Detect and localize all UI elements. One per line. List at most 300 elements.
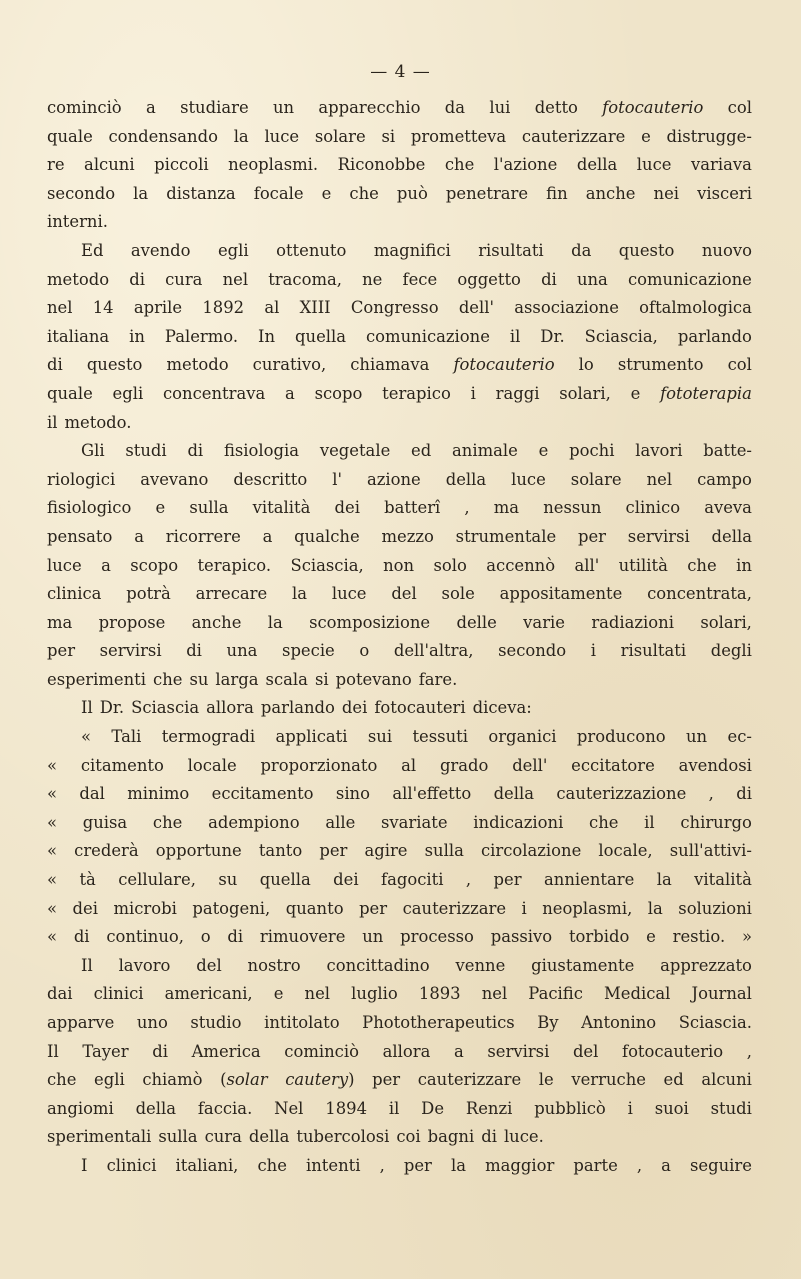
word: lavori: [635, 441, 683, 461]
text-line: [47, 956, 752, 985]
word: della: [576, 155, 618, 175]
text-line: [47, 556, 752, 585]
word: passivo: [490, 927, 553, 947]
word: diceva:: [472, 698, 532, 718]
text-line: [47, 355, 752, 384]
word: accennò: [486, 555, 556, 575]
word: «: [81, 727, 92, 747]
word: producono: [576, 727, 666, 747]
word: varie: [523, 612, 565, 632]
word: egli: [94, 1070, 125, 1090]
word: chiamava: [350, 355, 430, 375]
word: questo: [618, 240, 675, 260]
word: l'azione: [493, 155, 558, 175]
word: nel: [47, 298, 73, 318]
word: clinici: [106, 1155, 157, 1175]
word: allora: [206, 698, 254, 718]
word: l': [332, 469, 342, 489]
word: o: [200, 927, 211, 947]
word: luglio: [351, 984, 398, 1004]
word: Palermo.: [164, 326, 239, 346]
word: col: [727, 355, 752, 375]
word: il: [388, 1098, 400, 1118]
word: solari,: [559, 383, 611, 403]
word: da: [444, 98, 466, 117]
word: parlando: [677, 326, 752, 346]
word: studiare: [180, 98, 249, 117]
word: pubblicò: [534, 1098, 606, 1118]
word: XIII: [299, 298, 331, 318]
word: locale,: [598, 841, 653, 861]
word: ,: [465, 870, 472, 890]
word: faccia.: [197, 1098, 253, 1118]
word: luce: [331, 584, 367, 604]
word: apparve: [47, 1013, 115, 1032]
word: nostro: [247, 955, 301, 975]
word: questo: [86, 355, 143, 375]
word: pochi: [569, 441, 615, 461]
word: 14: [92, 298, 114, 318]
word: »: [741, 927, 752, 947]
word: Sciascia,: [584, 326, 658, 346]
word: fisiologico: [47, 498, 132, 518]
word: un: [272, 98, 295, 117]
word: servirsi: [99, 641, 162, 661]
text-line: [47, 727, 752, 756]
word: e: [630, 383, 641, 403]
word: azione: [366, 469, 421, 489]
word: dal: [79, 784, 105, 804]
word: magnifici: [373, 240, 451, 260]
word: clinico: [625, 498, 681, 518]
text-line: [47, 841, 752, 870]
word: del: [196, 955, 222, 975]
word: luce: [47, 555, 82, 575]
word: bagni: [427, 1127, 475, 1147]
word: svariate: [380, 812, 448, 832]
word: col: [727, 98, 752, 117]
text-line: [47, 155, 752, 184]
word: nessun: [543, 498, 602, 518]
word: processo: [400, 927, 474, 947]
word: utilità: [618, 555, 668, 575]
word: «: [47, 870, 58, 890]
word: eccitatore: [571, 755, 655, 775]
word: del: [572, 1041, 599, 1061]
word: Il: [47, 1041, 59, 1061]
word: che: [152, 812, 183, 832]
word: egli: [217, 240, 249, 260]
word: Dr.: [99, 698, 125, 718]
word: cominciò: [47, 98, 122, 117]
word: quella: [259, 870, 311, 890]
text-line: [47, 641, 752, 670]
text-line: [47, 1099, 752, 1128]
word: patogeni,: [192, 898, 271, 918]
word: strumentale: [455, 526, 557, 546]
word: al: [401, 755, 417, 775]
word: della: [493, 784, 535, 804]
word: venne: [455, 955, 506, 975]
word: dei: [333, 870, 359, 890]
word: quale: [47, 126, 93, 146]
word: potevano: [335, 669, 412, 689]
word: per: [359, 898, 388, 918]
word: concentrata,: [647, 584, 752, 604]
word: ,: [636, 1155, 643, 1175]
word: lui: [489, 98, 511, 117]
word: a: [134, 526, 144, 546]
word: Gli: [81, 441, 105, 461]
word: fototerapia: [660, 383, 752, 403]
word: e: [321, 183, 332, 203]
word: larga: [215, 669, 259, 689]
word: raggi: [495, 383, 540, 403]
word: studio: [190, 1013, 242, 1032]
word: sulla: [158, 1127, 198, 1147]
word: avevano: [140, 469, 209, 489]
word: per: [47, 641, 76, 661]
word: seguire: [690, 1155, 752, 1175]
word: dei: [72, 898, 98, 918]
word: cominciò: [284, 1041, 359, 1061]
word: e: [538, 441, 549, 461]
word: eccitamento: [211, 784, 314, 804]
word: lo: [578, 355, 594, 375]
word: a: [145, 98, 156, 117]
word: coi: [396, 1127, 421, 1147]
word: terapico.: [197, 555, 272, 575]
word: a: [285, 383, 295, 403]
word: sui: [367, 727, 393, 747]
word: e: [641, 126, 651, 146]
word: dei: [341, 698, 368, 718]
word: studi: [125, 441, 167, 461]
word: arrecare: [195, 584, 268, 604]
word: avendosi: [678, 755, 752, 775]
word: studi: [710, 1098, 752, 1118]
word: «: [47, 841, 58, 861]
word: ,: [708, 784, 714, 804]
word: solare: [570, 469, 622, 489]
word: metodo: [166, 355, 229, 375]
word: fotocauterio: [622, 1041, 724, 1061]
word: minimo: [127, 784, 190, 804]
word: di: [73, 927, 90, 947]
word: I: [81, 1155, 88, 1175]
word: che: [257, 1155, 287, 1175]
word: Sciascia,: [290, 555, 364, 575]
word: dell'altra,: [393, 641, 474, 661]
word: della: [445, 469, 487, 489]
word: allora: [382, 1041, 431, 1061]
word: cura: [165, 269, 203, 289]
word: luce.: [503, 1127, 544, 1147]
word: il: [509, 326, 521, 346]
word: apparecchio: [318, 98, 421, 117]
word: può: [396, 183, 428, 203]
word: un: [362, 927, 384, 947]
word: intitolato: [264, 1013, 340, 1032]
word: della: [711, 526, 752, 546]
word: restio.: [672, 927, 726, 947]
word: sperimentali: [47, 1127, 152, 1147]
word: vitalità: [694, 870, 752, 890]
word: By: [537, 1013, 559, 1032]
word: opportune: [155, 841, 242, 861]
word: Medical: [604, 984, 671, 1004]
text-line: [47, 498, 752, 527]
text-line: [47, 184, 752, 213]
word: vitalità: [252, 498, 311, 518]
word: esperimenti: [47, 669, 147, 689]
word: tessuti: [412, 727, 468, 747]
word: la: [267, 612, 283, 632]
word: Congresso: [350, 298, 439, 318]
word: servirsi: [487, 1041, 550, 1061]
word: propose: [98, 612, 166, 632]
word: che: [687, 555, 717, 575]
word: solare: [314, 126, 366, 146]
word: luce: [264, 126, 300, 146]
word: scopo: [314, 383, 363, 403]
text-line: [47, 813, 752, 842]
word: penetrare: [445, 183, 529, 203]
word: sino: [335, 784, 370, 804]
word: clinica: [47, 584, 102, 604]
word: cellulare,: [118, 870, 196, 890]
word: quanto: [285, 898, 344, 918]
word: anche: [191, 612, 242, 632]
word: una: [576, 269, 608, 289]
word: i: [521, 898, 527, 918]
word: a: [101, 555, 111, 575]
word: appositamente: [499, 584, 623, 604]
word: scomposizione: [309, 612, 431, 632]
word: si: [381, 126, 396, 146]
word: oggetto: [457, 269, 521, 289]
word: sull'attivi-: [669, 841, 752, 861]
word: Pacific: [528, 984, 583, 1004]
word: Antonino: [581, 1013, 657, 1032]
word: le: [538, 1070, 554, 1090]
text-line: [47, 98, 752, 127]
word: comunicazione: [627, 269, 752, 289]
text-line: [47, 584, 752, 613]
word: Journal: [691, 984, 752, 1004]
text-line: [47, 127, 752, 156]
word: distanza: [166, 183, 236, 203]
word: organici: [488, 727, 557, 747]
text-line: [47, 613, 752, 642]
word: termogradi: [161, 727, 256, 747]
word: circolazione: [480, 841, 582, 861]
word: alcuni: [84, 155, 135, 175]
word: di: [47, 355, 63, 375]
word: qualche: [294, 526, 360, 546]
word: fotocauteri: [374, 698, 466, 718]
word: America: [191, 1041, 261, 1061]
word: agire: [364, 841, 408, 861]
word: del: [391, 584, 417, 604]
word: crederà: [74, 841, 139, 861]
word: «: [47, 812, 58, 832]
word: fisiologia: [223, 441, 300, 461]
word: fotocauterio: [602, 98, 704, 117]
text-line: [47, 984, 752, 1013]
word: Phototherapeutics: [362, 1013, 515, 1032]
word: cauterizzare: [402, 898, 507, 918]
word: di: [152, 1041, 168, 1061]
word: ottenuto: [276, 240, 347, 260]
word: batterî: [384, 498, 441, 518]
word: dell': [458, 298, 494, 318]
word: pensato: [47, 526, 113, 546]
word: i: [627, 1098, 633, 1118]
word: la: [656, 870, 672, 890]
word: nuovo: [701, 240, 752, 260]
word: (solar: [220, 1070, 268, 1090]
word: «: [47, 755, 58, 775]
word: visceri: [697, 183, 752, 203]
word: Nel: [274, 1098, 304, 1118]
word: animale: [452, 441, 518, 461]
word: sole: [441, 584, 475, 604]
text-line: [47, 927, 752, 956]
text-line: [47, 756, 752, 785]
word: aprile: [133, 298, 183, 318]
word: una: [226, 641, 258, 661]
word: 1894: [325, 1098, 367, 1118]
word: proporzionato: [260, 755, 378, 775]
word: nel: [481, 984, 508, 1004]
word: tubercolosi: [296, 1127, 390, 1147]
text-line: [47, 1042, 752, 1071]
word: associazione: [514, 298, 619, 318]
word: che: [153, 669, 183, 689]
text-line: [47, 212, 752, 241]
word: nel: [304, 984, 331, 1004]
word: solo: [433, 555, 467, 575]
word: scala: [265, 669, 308, 689]
word: Riconobbe: [337, 155, 426, 175]
word: De: [421, 1098, 445, 1118]
word: ,: [379, 1155, 385, 1175]
text-line: [47, 441, 752, 470]
word: tanto: [258, 841, 303, 861]
word: un: [686, 727, 708, 747]
word: quella: [295, 326, 347, 346]
word: 1892: [202, 298, 245, 318]
word: secondo: [498, 641, 567, 661]
word: per: [403, 1155, 432, 1175]
word: piccoli: [154, 155, 209, 175]
word: che: [444, 155, 475, 175]
word: Il: [81, 955, 93, 975]
word: parte: [573, 1155, 618, 1175]
word: condensando: [108, 126, 218, 146]
word: si: [314, 669, 329, 689]
text-body: [47, 98, 752, 1185]
word: vegetale: [319, 441, 391, 461]
word: Dr.: [540, 326, 565, 346]
word: o: [359, 641, 370, 661]
word: la: [133, 183, 149, 203]
text-line: [47, 298, 752, 327]
text-line: [47, 698, 752, 727]
word: degli: [710, 641, 752, 661]
word: curativo,: [252, 355, 327, 375]
word: fotocauterio: [453, 355, 555, 375]
word: annientare: [544, 870, 635, 890]
word: ,: [746, 1041, 752, 1061]
word: parlando: [260, 698, 335, 718]
word: guisa: [82, 812, 128, 832]
word: citamento: [80, 755, 164, 775]
word: anche: [585, 183, 636, 203]
word: cauterizzare: [521, 126, 626, 146]
word: al: [264, 298, 280, 318]
word: Sciascia.: [678, 1013, 752, 1032]
text-line: [47, 327, 752, 356]
word: secondo: [47, 183, 116, 203]
text-line: [47, 270, 752, 299]
word: uno: [136, 1013, 168, 1032]
word: in: [736, 555, 752, 575]
word: giustamente: [531, 955, 635, 975]
word: rimuovere: [259, 927, 346, 947]
word: a: [262, 526, 273, 546]
word: campo: [697, 469, 752, 489]
word: alcuni: [701, 1070, 752, 1090]
word: all'effetto: [392, 784, 472, 804]
word: ricorrere: [165, 526, 241, 546]
text-line: [47, 899, 752, 928]
word: apprezzato: [660, 955, 752, 975]
word: cauterizzazione: [556, 784, 687, 804]
word: strumento: [617, 355, 704, 375]
word: ec-: [727, 727, 752, 747]
word: avendo: [130, 240, 191, 260]
word: e: [155, 498, 166, 518]
word: dei: [334, 498, 360, 518]
word: che: [589, 812, 619, 832]
word: alle: [325, 812, 356, 832]
word: di: [541, 269, 557, 289]
word: su: [218, 870, 238, 890]
text-line: [47, 413, 752, 442]
word: italiana: [47, 326, 110, 346]
word: indicazioni: [473, 812, 564, 832]
word: a: [453, 1041, 464, 1061]
word: luce: [636, 155, 672, 175]
word: neoplasmi.: [228, 155, 319, 175]
text-line: [47, 1070, 752, 1099]
word: risultati: [620, 641, 687, 661]
word: applicati: [275, 727, 348, 747]
word: «: [47, 927, 58, 947]
word: ne: [362, 269, 383, 289]
word: tà: [79, 870, 96, 890]
word: descritto: [233, 469, 308, 489]
word: grado: [439, 755, 489, 775]
text-line: [47, 1013, 752, 1042]
word: Renzi: [465, 1098, 513, 1118]
word: concittadino: [326, 955, 430, 975]
word: ed: [663, 1070, 684, 1090]
word: suoi: [654, 1098, 689, 1118]
word: che: [349, 183, 379, 203]
